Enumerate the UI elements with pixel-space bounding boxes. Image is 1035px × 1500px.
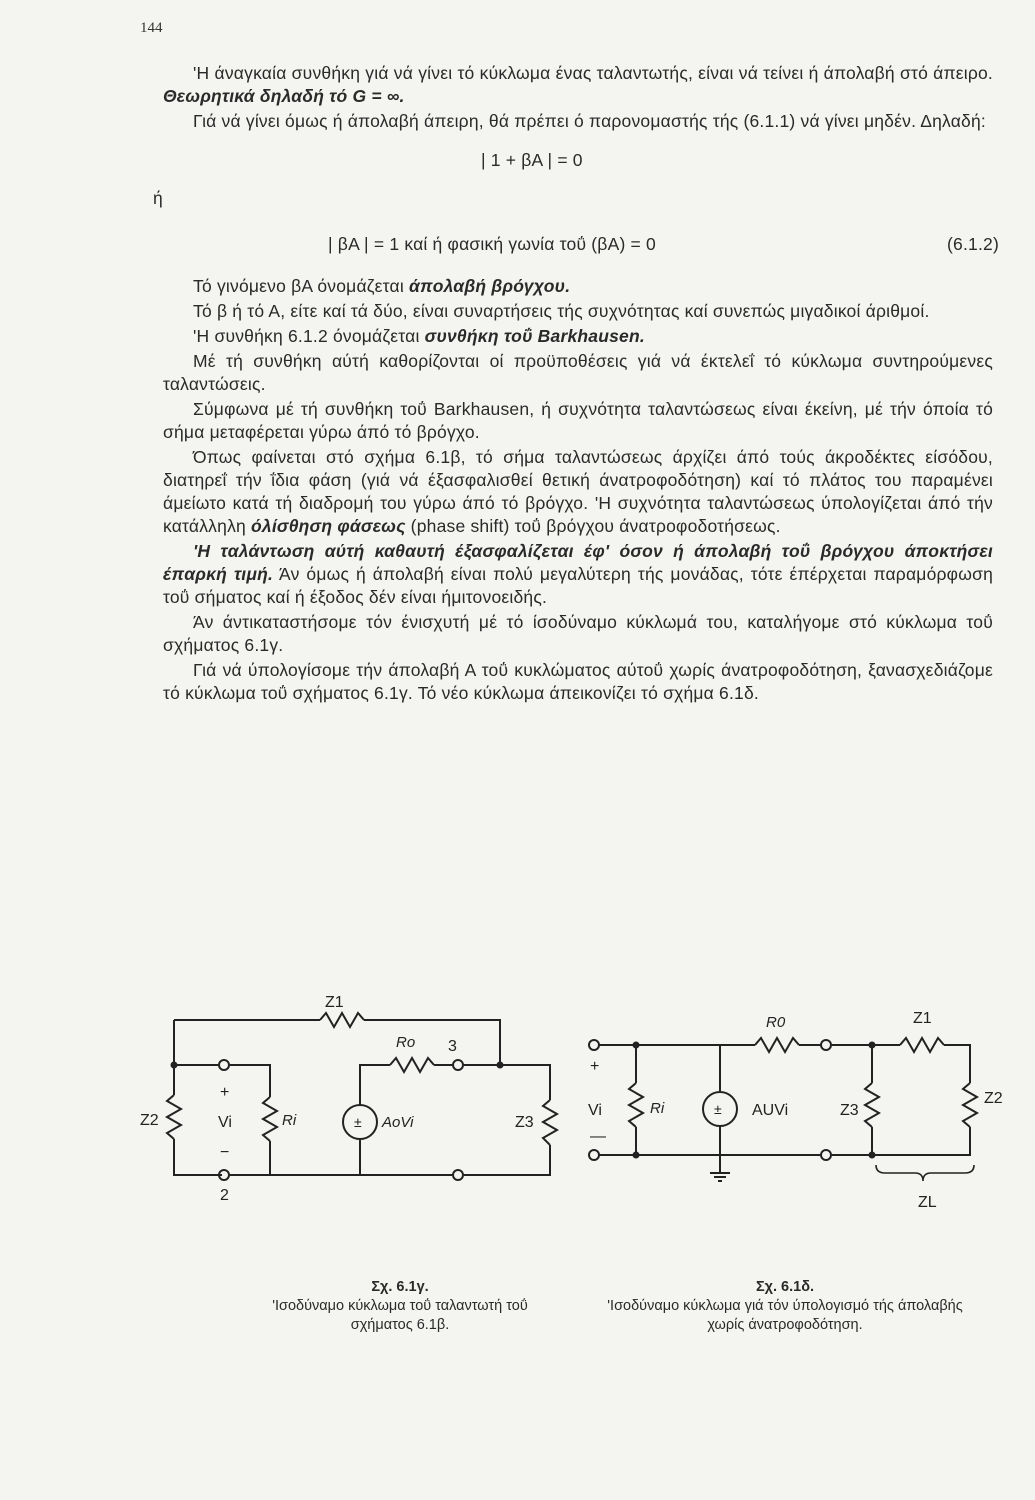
label-zl: ZL — [918, 1194, 937, 1211]
label-plus: + — [590, 1058, 600, 1075]
label-ri: Ri — [650, 1100, 665, 1117]
paragraph — [163, 275, 993, 298]
z3-resistor — [543, 1100, 557, 1145]
label-vi: Vi — [218, 1114, 232, 1131]
paragraph: Γιά νά ύπολογίσομε τήν άπολαβή Α τοΰ κυκλώματος αύτοΰ χωρίς άνατροφοδότηση, ξανασχεδιάζομε τό κύκλωμα τοΰ σχήματος 6.1γ. Τό νέο κύκλωμα άπεικονίζει τό σχήμα 6.1δ. — [163, 660, 993, 703]
label-z3: Z3 — [840, 1102, 859, 1119]
ro-resistor — [755, 1038, 799, 1052]
emphasis-text: Θεωρητικά δηλαδή τό G = ∞. — [163, 86, 405, 106]
text-span: (phase shift) τοΰ βρόγχου άνατροφοδοτήσεως. — [410, 516, 781, 536]
text-span: Όπως φαίνεται στό σχήμα 6.1β, τό σήμα ταλαντώσεως άρχίζει άπό τούς άκροδέκτες είσόδου, διατηρεΐ τήν ΐδια φάση (γιά νά έξασφαλισθεί θετική άνατροφοδότηση) καί τό πλάτος του παραμένει άμείωτο κατά τή διαδρομή του γύρω άπό τό βρόγχο. 'Η συχνότητα ταλαντώσεως ύπολογίζεται άπό τήν κατάλληλη — [163, 447, 993, 536]
label-ro: R0 — [766, 1014, 786, 1031]
equation-number: (6.1.2) — [947, 234, 999, 254]
label-node-2: 2 — [220, 1187, 229, 1204]
label-node-3: 3 — [448, 1038, 457, 1055]
label-z1: Z1 — [325, 994, 344, 1011]
paragraph — [163, 325, 993, 348]
paragraph: Σύμφωνα μέ τή συνθήκη τοΰ Barkhausen, ή συχνότητα ταλαντώσεως είναι έκείνη, μέ τήν όποία τό σήμα μεταφέρεται γύρω άπό τό βρόγχο. — [163, 399, 993, 442]
equation-2 — [163, 223, 999, 265]
label-source-sign: ± — [714, 1101, 722, 1117]
label-z1: Z1 — [913, 1010, 932, 1027]
label-source-sign: ± — [354, 1114, 362, 1130]
paragraph: Τό β ή τό Α, είτε καί τά δύο, είναι συναρτήσεις τής συχνότητας καί συνεπώς μιγαδικοί άριθμοί. — [193, 301, 930, 321]
body-text — [153, 62, 999, 707]
label-source: AoVi — [382, 1114, 414, 1131]
emphasis-text: άπολαβή βρόγχου. — [409, 276, 571, 296]
caption-text: 'Ισοδύναμο κύκλωμα τοΰ ταλαντωτή τοΰ σχήματος 6.1β. — [272, 1298, 528, 1333]
paragraph — [163, 540, 993, 609]
circuit-diagram-6-1c — [130, 985, 570, 1225]
text-span: 'Η άναγκαία συνθήκη γιά νά γίνει τό κύκλωμα ένας ταλαντωτής, είναι νά τείνει ή άπολαβή στό άπειρο. — [193, 63, 993, 83]
ri-resistor — [629, 1083, 643, 1127]
z2-resistor — [963, 1083, 977, 1127]
or-line — [153, 187, 993, 213]
paragraph: Γιά νά γίνει όμως ή άπολαβή άπειρη, θά πρέπει ό παρονομαστής τής (6.1.1) νά γίνει μηδέν. Δηλαδή: — [193, 111, 986, 131]
text-span: Τό γινόμενο βΑ όνομάζεται — [193, 276, 404, 296]
emphasis-text: 'Η ταλάντωση αύτή καθαυτή έξασφαλίζεται έφ' όσον ή άπολαβή τοΰ βρόγχου άποκτήσει έπαρκή τιμή. — [163, 541, 993, 584]
emphasis-text: συνθήκη τοΰ Barkhausen. — [424, 326, 645, 346]
text-span: 'Η συνθήκη 6.1.2 όνομάζεται — [193, 326, 420, 346]
label-vi: Vi — [588, 1102, 602, 1119]
caption-fig-6-1c — [240, 1278, 560, 1335]
paragraph — [163, 62, 993, 108]
z1-resistor — [900, 1038, 944, 1052]
equation-text: | 1 + βΑ | = 0 — [481, 150, 583, 170]
or-text: ή — [153, 188, 163, 208]
z3-resistor — [865, 1083, 879, 1127]
page-number: 144 — [140, 20, 163, 36]
ri-resistor — [263, 1097, 277, 1141]
text-span: Άν όμως ή άπολαβή είναι πολύ μεγαλύτερη τής μονάδας, τότε έπέρχεται παραμόρφωση τοΰ σήματος καί ή έξοδος δέν είναι ήμιτονοειδής. — [163, 564, 993, 607]
label-z3: Z3 — [515, 1114, 534, 1131]
label-ro: Ro — [396, 1034, 416, 1051]
label-ri: Ri — [282, 1112, 297, 1129]
paragraph: Μέ τή συνθήκη αύτή καθορίζονται οί προϋποθέσεις γιά νά έκτελεΐ τό κύκλωμα συντηρούμενες ταλαντώσεις. — [163, 351, 993, 394]
ro-resistor — [390, 1058, 434, 1072]
circuit-diagram-6-1d — [580, 1005, 1020, 1225]
label-source: AUVi — [752, 1102, 789, 1119]
label-z2: Z2 — [984, 1090, 1003, 1107]
caption-label: Σχ. 6.1γ. — [371, 1279, 429, 1295]
equation-text: | βΑ | = 1 καί ή φασική γωνία τοΰ (βΑ) = 0 — [328, 234, 656, 254]
paragraph: Άν άντικαταστήσομε τόν ένισχυτή μέ τό ίσοδύναμο κύκλωμά του, καταλήγομε στό κύκλωμα τοΰ σχήματος 6.1γ. — [163, 612, 993, 655]
equation-1 — [163, 143, 993, 177]
label-minus: − — [220, 1144, 230, 1161]
z1-resistor — [320, 1013, 364, 1027]
caption-fig-6-1d — [600, 1278, 970, 1335]
label-minus: — — [590, 1128, 606, 1145]
label-z2: Z2 — [140, 1112, 159, 1129]
paragraph — [163, 446, 993, 538]
label-plus: + — [220, 1084, 230, 1101]
caption-label: Σχ. 6.1δ. — [755, 1279, 815, 1295]
caption-text: 'Ισοδύναμο κύκλωμα γιά τόν ύπολογισμό τής άπολαβής χωρίς άνατροφοδότηση. — [607, 1298, 963, 1333]
z2-resistor — [167, 1095, 181, 1139]
emphasis-text: όλίσθηση φάσεως — [251, 516, 406, 536]
